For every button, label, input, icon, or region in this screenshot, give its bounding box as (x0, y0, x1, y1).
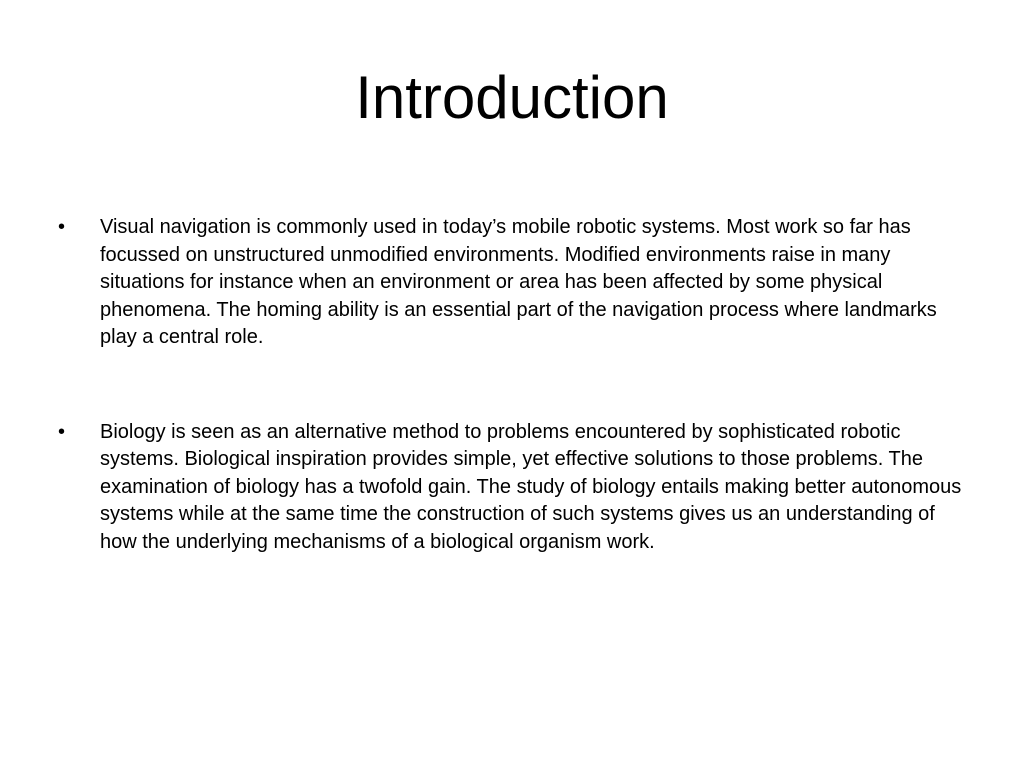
bullet-item-visual-navigation (56, 214, 976, 352)
bullet-item-biology (56, 419, 976, 557)
bullet-text: Biology is seen as an alternative method to problems encountered by sophisticated robotic systems. Biological inspiration provides simple, yet effective solutions to those problems. The examination of biology has a twofold gain. The study of biology entails making better autonomous systems while at the same time the construction of such systems gives us an understanding of how the underlying mechanisms of a biological organism work. (100, 420, 962, 553)
bullet-list (56, 214, 976, 556)
bullet-marker: • (58, 420, 66, 443)
bullet-text: Visual navigation is commonly used in today’s mobile robotic systems. Most work so far has focussed on unstructured unmodified environments. Modified environments raise in many situations for instance when an environment or area has been affected by some physical phenomena. The homing ability is an essential part of the navigation process where landmarks play a central role. (100, 216, 937, 348)
bullet-marker: • (58, 216, 66, 238)
slide-title: Introduction (355, 64, 669, 131)
